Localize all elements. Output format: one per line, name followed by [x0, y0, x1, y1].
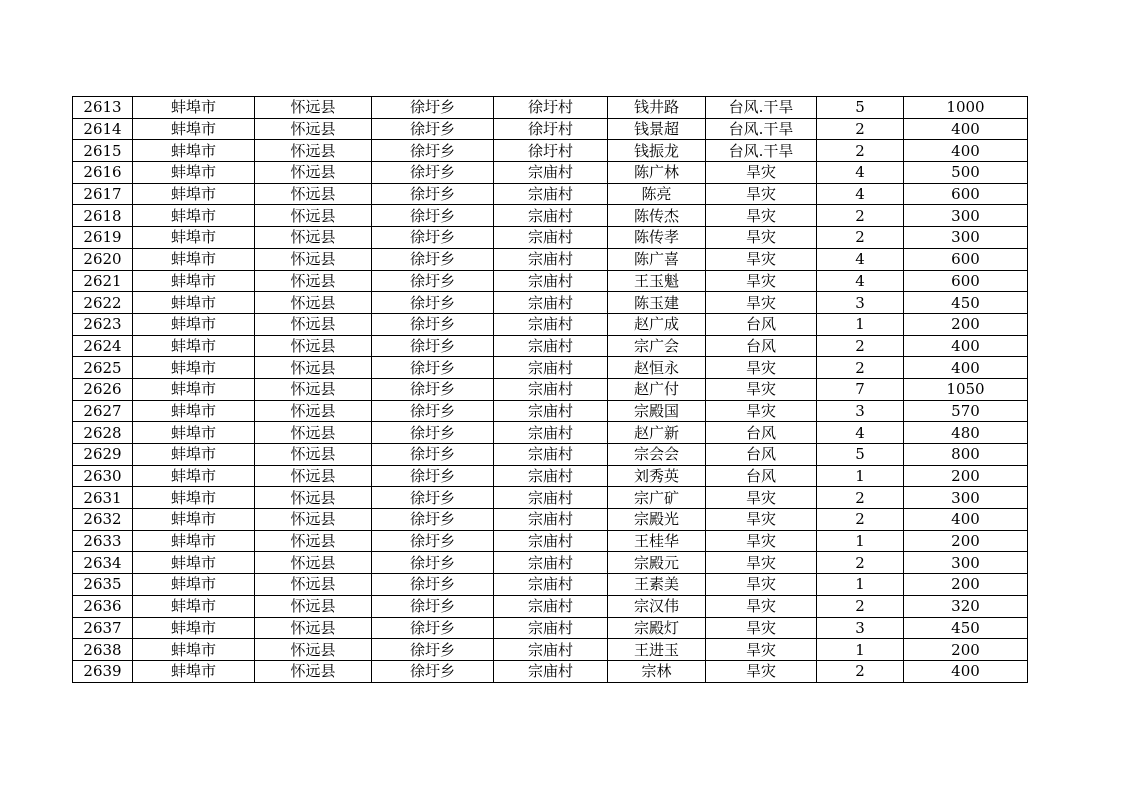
cell-household-count: 2: [817, 357, 904, 379]
cell-household-count: 2: [817, 118, 904, 140]
cell-city: 蚌埠市: [133, 227, 255, 249]
cell-row-number: 2637: [73, 617, 133, 639]
cell-township: 徐圩乡: [372, 444, 494, 466]
table-body: [73, 97, 1028, 683]
cell-row-number: 2614: [73, 118, 133, 140]
cell-row-number: 2622: [73, 292, 133, 314]
cell-amount: 500: [904, 162, 1028, 184]
cell-row-number: 2613: [73, 97, 133, 119]
cell-city: 蚌埠市: [133, 140, 255, 162]
cell-disaster-type: 台风.干旱: [706, 97, 817, 119]
cell-person-name: 宗殿光: [608, 509, 706, 531]
cell-amount: 300: [904, 205, 1028, 227]
cell-household-count: 2: [817, 335, 904, 357]
cell-village: 宗庙村: [494, 444, 608, 466]
cell-disaster-type: 台风.干旱: [706, 140, 817, 162]
cell-household-count: 4: [817, 248, 904, 270]
cell-row-number: 2631: [73, 487, 133, 509]
cell-village: 宗庙村: [494, 509, 608, 531]
cell-city: 蚌埠市: [133, 378, 255, 400]
cell-disaster-type: 旱灾: [706, 660, 817, 682]
table-row: [73, 378, 1028, 400]
cell-amount: 400: [904, 140, 1028, 162]
cell-county: 怀远县: [255, 227, 372, 249]
cell-person-name: 陈传孝: [608, 227, 706, 249]
cell-township: 徐圩乡: [372, 118, 494, 140]
cell-county: 怀远县: [255, 552, 372, 574]
cell-household-count: 1: [817, 313, 904, 335]
cell-village: 宗庙村: [494, 422, 608, 444]
cell-person-name: 赵恒永: [608, 357, 706, 379]
cell-person-name: 宗殿国: [608, 400, 706, 422]
cell-county: 怀远县: [255, 617, 372, 639]
cell-township: 徐圩乡: [372, 552, 494, 574]
cell-amount: 600: [904, 248, 1028, 270]
cell-township: 徐圩乡: [372, 357, 494, 379]
cell-person-name: 王桂华: [608, 530, 706, 552]
cell-county: 怀远县: [255, 97, 372, 119]
cell-amount: 200: [904, 313, 1028, 335]
cell-person-name: 宗汉伟: [608, 595, 706, 617]
cell-disaster-type: 旱灾: [706, 292, 817, 314]
cell-household-count: 2: [817, 487, 904, 509]
cell-disaster-type: 旱灾: [706, 574, 817, 596]
table-row: [73, 444, 1028, 466]
cell-person-name: 赵广新: [608, 422, 706, 444]
data-table: [72, 96, 1028, 683]
cell-amount: 450: [904, 617, 1028, 639]
cell-county: 怀远县: [255, 639, 372, 661]
cell-city: 蚌埠市: [133, 270, 255, 292]
cell-person-name: 王玉魁: [608, 270, 706, 292]
table-row: [73, 509, 1028, 531]
cell-county: 怀远县: [255, 509, 372, 531]
cell-person-name: 宗广矿: [608, 487, 706, 509]
cell-disaster-type: 台风: [706, 444, 817, 466]
cell-household-count: 3: [817, 292, 904, 314]
cell-township: 徐圩乡: [372, 313, 494, 335]
cell-township: 徐圩乡: [372, 660, 494, 682]
cell-village: 徐圩村: [494, 118, 608, 140]
cell-disaster-type: 旱灾: [706, 205, 817, 227]
cell-row-number: 2639: [73, 660, 133, 682]
cell-amount: 400: [904, 509, 1028, 531]
table-row: [73, 595, 1028, 617]
cell-city: 蚌埠市: [133, 97, 255, 119]
cell-household-count: 4: [817, 270, 904, 292]
cell-disaster-type: 旱灾: [706, 617, 817, 639]
cell-township: 徐圩乡: [372, 639, 494, 661]
table-row: [73, 162, 1028, 184]
table-row: [73, 487, 1028, 509]
cell-city: 蚌埠市: [133, 639, 255, 661]
cell-township: 徐圩乡: [372, 292, 494, 314]
cell-disaster-type: 旱灾: [706, 183, 817, 205]
cell-person-name: 赵广成: [608, 313, 706, 335]
cell-disaster-type: 旱灾: [706, 595, 817, 617]
cell-amount: 200: [904, 574, 1028, 596]
cell-amount: 400: [904, 357, 1028, 379]
cell-village: 宗庙村: [494, 487, 608, 509]
cell-row-number: 2628: [73, 422, 133, 444]
table-row: [73, 639, 1028, 661]
cell-county: 怀远县: [255, 530, 372, 552]
cell-county: 怀远县: [255, 444, 372, 466]
cell-city: 蚌埠市: [133, 574, 255, 596]
cell-person-name: 陈广林: [608, 162, 706, 184]
table-row: [73, 357, 1028, 379]
cell-household-count: 2: [817, 552, 904, 574]
cell-county: 怀远县: [255, 422, 372, 444]
table-row: [73, 465, 1028, 487]
table-row: [73, 140, 1028, 162]
table-row: [73, 530, 1028, 552]
cell-row-number: 2635: [73, 574, 133, 596]
cell-household-count: 7: [817, 378, 904, 400]
cell-township: 徐圩乡: [372, 227, 494, 249]
cell-disaster-type: 旱灾: [706, 378, 817, 400]
cell-person-name: 宗林: [608, 660, 706, 682]
cell-village: 宗庙村: [494, 574, 608, 596]
cell-amount: 1050: [904, 378, 1028, 400]
cell-village: 宗庙村: [494, 270, 608, 292]
table-row: [73, 227, 1028, 249]
cell-person-name: 钱振龙: [608, 140, 706, 162]
cell-county: 怀远县: [255, 140, 372, 162]
cell-disaster-type: 旱灾: [706, 357, 817, 379]
cell-person-name: 宗殿灯: [608, 617, 706, 639]
cell-city: 蚌埠市: [133, 248, 255, 270]
cell-city: 蚌埠市: [133, 530, 255, 552]
cell-person-name: 钱景超: [608, 118, 706, 140]
cell-row-number: 2633: [73, 530, 133, 552]
cell-city: 蚌埠市: [133, 162, 255, 184]
cell-row-number: 2621: [73, 270, 133, 292]
table-row: [73, 205, 1028, 227]
cell-row-number: 2616: [73, 162, 133, 184]
cell-county: 怀远县: [255, 378, 372, 400]
table-row: [73, 617, 1028, 639]
cell-amount: 200: [904, 530, 1028, 552]
cell-row-number: 2636: [73, 595, 133, 617]
cell-row-number: 2620: [73, 248, 133, 270]
cell-city: 蚌埠市: [133, 487, 255, 509]
cell-disaster-type: 台风: [706, 335, 817, 357]
cell-row-number: 2638: [73, 639, 133, 661]
cell-row-number: 2618: [73, 205, 133, 227]
cell-village: 宗庙村: [494, 357, 608, 379]
cell-township: 徐圩乡: [372, 595, 494, 617]
cell-township: 徐圩乡: [372, 335, 494, 357]
cell-township: 徐圩乡: [372, 422, 494, 444]
table-row: [73, 292, 1028, 314]
cell-city: 蚌埠市: [133, 595, 255, 617]
table-row: [73, 118, 1028, 140]
cell-amount: 600: [904, 270, 1028, 292]
cell-village: 宗庙村: [494, 335, 608, 357]
cell-household-count: 2: [817, 205, 904, 227]
cell-disaster-type: 旱灾: [706, 487, 817, 509]
cell-amount: 200: [904, 639, 1028, 661]
cell-city: 蚌埠市: [133, 313, 255, 335]
cell-row-number: 2632: [73, 509, 133, 531]
cell-county: 怀远县: [255, 595, 372, 617]
cell-city: 蚌埠市: [133, 357, 255, 379]
cell-row-number: 2626: [73, 378, 133, 400]
cell-county: 怀远县: [255, 660, 372, 682]
cell-county: 怀远县: [255, 400, 372, 422]
cell-township: 徐圩乡: [372, 270, 494, 292]
cell-person-name: 宗殿元: [608, 552, 706, 574]
cell-township: 徐圩乡: [372, 97, 494, 119]
cell-city: 蚌埠市: [133, 205, 255, 227]
cell-disaster-type: 旱灾: [706, 248, 817, 270]
table-row: [73, 574, 1028, 596]
cell-township: 徐圩乡: [372, 617, 494, 639]
cell-county: 怀远县: [255, 270, 372, 292]
cell-county: 怀远县: [255, 248, 372, 270]
cell-city: 蚌埠市: [133, 118, 255, 140]
cell-village: 宗庙村: [494, 162, 608, 184]
cell-county: 怀远县: [255, 357, 372, 379]
cell-township: 徐圩乡: [372, 465, 494, 487]
cell-disaster-type: 旱灾: [706, 162, 817, 184]
cell-person-name: 赵广付: [608, 378, 706, 400]
cell-village: 宗庙村: [494, 595, 608, 617]
cell-disaster-type: 旱灾: [706, 530, 817, 552]
cell-city: 蚌埠市: [133, 422, 255, 444]
cell-city: 蚌埠市: [133, 400, 255, 422]
cell-city: 蚌埠市: [133, 660, 255, 682]
cell-amount: 300: [904, 227, 1028, 249]
cell-township: 徐圩乡: [372, 530, 494, 552]
cell-county: 怀远县: [255, 162, 372, 184]
cell-person-name: 宗广会: [608, 335, 706, 357]
cell-village: 宗庙村: [494, 552, 608, 574]
cell-city: 蚌埠市: [133, 335, 255, 357]
cell-village: 宗庙村: [494, 639, 608, 661]
cell-disaster-type: 旱灾: [706, 400, 817, 422]
cell-county: 怀远县: [255, 487, 372, 509]
cell-household-count: 1: [817, 574, 904, 596]
cell-household-count: 2: [817, 140, 904, 162]
cell-household-count: 4: [817, 422, 904, 444]
cell-amount: 1000: [904, 97, 1028, 119]
cell-township: 徐圩乡: [372, 162, 494, 184]
cell-county: 怀远县: [255, 335, 372, 357]
cell-disaster-type: 旱灾: [706, 227, 817, 249]
cell-village: 徐圩村: [494, 140, 608, 162]
table-row: [73, 313, 1028, 335]
cell-village: 宗庙村: [494, 227, 608, 249]
cell-household-count: 2: [817, 595, 904, 617]
table-row: [73, 400, 1028, 422]
cell-row-number: 2634: [73, 552, 133, 574]
cell-row-number: 2615: [73, 140, 133, 162]
cell-row-number: 2617: [73, 183, 133, 205]
cell-person-name: 王素美: [608, 574, 706, 596]
table-row: [73, 335, 1028, 357]
cell-county: 怀远县: [255, 313, 372, 335]
cell-village: 宗庙村: [494, 313, 608, 335]
cell-household-count: 3: [817, 400, 904, 422]
cell-amount: 400: [904, 335, 1028, 357]
cell-household-count: 1: [817, 530, 904, 552]
cell-row-number: 2623: [73, 313, 133, 335]
cell-amount: 450: [904, 292, 1028, 314]
table-row: [73, 183, 1028, 205]
cell-township: 徐圩乡: [372, 400, 494, 422]
cell-city: 蚌埠市: [133, 183, 255, 205]
table-row: [73, 422, 1028, 444]
cell-township: 徐圩乡: [372, 509, 494, 531]
cell-household-count: 2: [817, 509, 904, 531]
cell-person-name: 陈亮: [608, 183, 706, 205]
cell-county: 怀远县: [255, 118, 372, 140]
table-row: [73, 660, 1028, 682]
table-row: [73, 248, 1028, 270]
cell-township: 徐圩乡: [372, 183, 494, 205]
cell-household-count: 4: [817, 162, 904, 184]
table-row: [73, 270, 1028, 292]
cell-village: 宗庙村: [494, 465, 608, 487]
cell-amount: 300: [904, 552, 1028, 574]
cell-city: 蚌埠市: [133, 444, 255, 466]
cell-township: 徐圩乡: [372, 378, 494, 400]
cell-amount: 320: [904, 595, 1028, 617]
cell-township: 徐圩乡: [372, 205, 494, 227]
cell-amount: 400: [904, 118, 1028, 140]
cell-village: 徐圩村: [494, 97, 608, 119]
cell-person-name: 宗会会: [608, 444, 706, 466]
cell-person-name: 陈广喜: [608, 248, 706, 270]
table-row: [73, 97, 1028, 119]
cell-household-count: 2: [817, 660, 904, 682]
cell-amount: 400: [904, 660, 1028, 682]
cell-row-number: 2624: [73, 335, 133, 357]
cell-row-number: 2627: [73, 400, 133, 422]
cell-disaster-type: 旱灾: [706, 270, 817, 292]
cell-person-name: 钱井路: [608, 97, 706, 119]
cell-village: 宗庙村: [494, 292, 608, 314]
cell-village: 宗庙村: [494, 248, 608, 270]
cell-household-count: 1: [817, 465, 904, 487]
cell-disaster-type: 旱灾: [706, 639, 817, 661]
cell-amount: 200: [904, 465, 1028, 487]
cell-county: 怀远县: [255, 465, 372, 487]
cell-city: 蚌埠市: [133, 509, 255, 531]
cell-household-count: 4: [817, 183, 904, 205]
cell-household-count: 1: [817, 639, 904, 661]
cell-household-count: 3: [817, 617, 904, 639]
cell-row-number: 2629: [73, 444, 133, 466]
cell-row-number: 2625: [73, 357, 133, 379]
cell-county: 怀远县: [255, 292, 372, 314]
cell-household-count: 5: [817, 444, 904, 466]
cell-village: 宗庙村: [494, 660, 608, 682]
cell-row-number: 2630: [73, 465, 133, 487]
cell-person-name: 陈传杰: [608, 205, 706, 227]
cell-city: 蚌埠市: [133, 617, 255, 639]
cell-township: 徐圩乡: [372, 487, 494, 509]
cell-row-number: 2619: [73, 227, 133, 249]
cell-disaster-type: 台风: [706, 313, 817, 335]
cell-disaster-type: 旱灾: [706, 552, 817, 574]
cell-person-name: 刘秀英: [608, 465, 706, 487]
cell-village: 宗庙村: [494, 400, 608, 422]
cell-amount: 480: [904, 422, 1028, 444]
cell-disaster-type: 旱灾: [706, 509, 817, 531]
cell-township: 徐圩乡: [372, 248, 494, 270]
cell-city: 蚌埠市: [133, 552, 255, 574]
cell-village: 宗庙村: [494, 205, 608, 227]
cell-village: 宗庙村: [494, 530, 608, 552]
cell-township: 徐圩乡: [372, 140, 494, 162]
cell-person-name: 陈玉建: [608, 292, 706, 314]
cell-amount: 570: [904, 400, 1028, 422]
cell-household-count: 5: [817, 97, 904, 119]
cell-amount: 300: [904, 487, 1028, 509]
cell-township: 徐圩乡: [372, 574, 494, 596]
cell-village: 宗庙村: [494, 617, 608, 639]
cell-disaster-type: 台风.干旱: [706, 118, 817, 140]
cell-county: 怀远县: [255, 574, 372, 596]
cell-disaster-type: 台风: [706, 422, 817, 444]
cell-city: 蚌埠市: [133, 465, 255, 487]
cell-county: 怀远县: [255, 205, 372, 227]
cell-amount: 600: [904, 183, 1028, 205]
cell-village: 宗庙村: [494, 183, 608, 205]
cell-city: 蚌埠市: [133, 292, 255, 314]
cell-amount: 800: [904, 444, 1028, 466]
cell-person-name: 王进玉: [608, 639, 706, 661]
cell-village: 宗庙村: [494, 378, 608, 400]
cell-disaster-type: 台风: [706, 465, 817, 487]
table-row: [73, 552, 1028, 574]
cell-household-count: 2: [817, 227, 904, 249]
cell-county: 怀远县: [255, 183, 372, 205]
